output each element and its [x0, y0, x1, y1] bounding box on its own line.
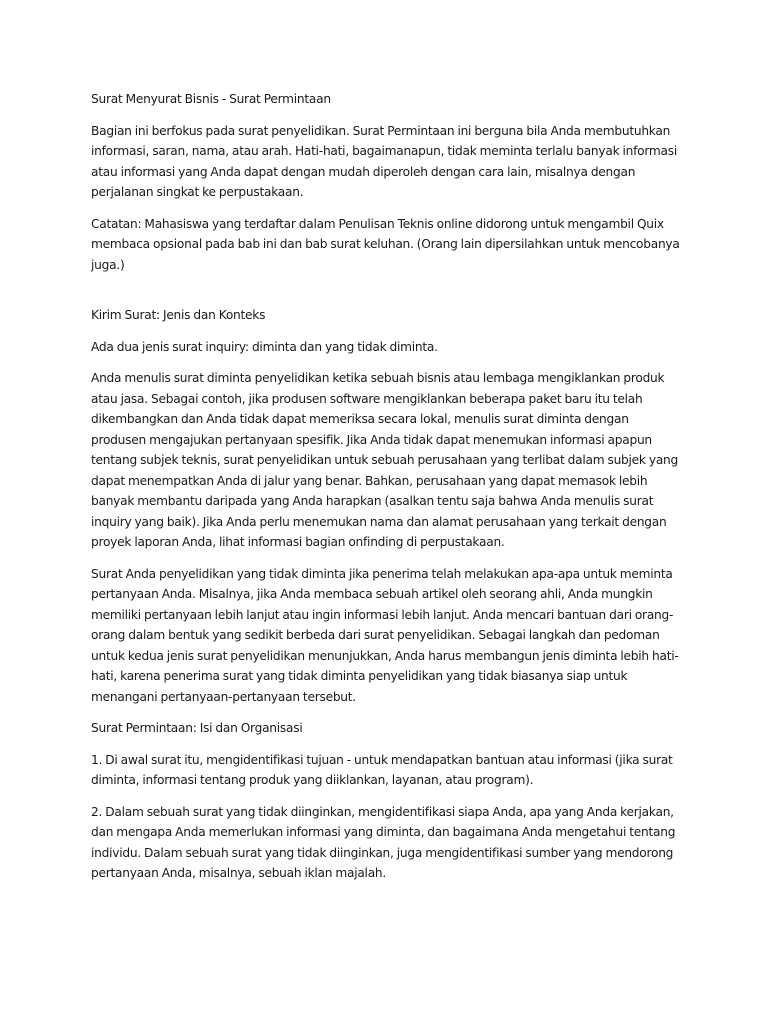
list-item-2: 2. Dalam sebuah surat yang tidak diinginkan, mengidentifikasi siapa Anda, apa yang Anda kerjakan, dan mengapa Anda memerlukan informasi yang diminta, dan bagaimana Anda mengetahui tentang individu. Dalam sebuah surat yang tidak diinginkan, juga mengidentifikasi sumber yang mendorong pertanyaan Anda, misalnya, sebuah iklan majalah. [91, 804, 676, 880]
section-heading-jenis-konteks: Kirim Surat: Jenis dan Konteks [91, 308, 266, 322]
note-paragraph: Catatan: Mahasiswa yang terdaftar dalam Penulisan Teknis online didorong untuk mengambil Quix membaca opsional pada bab ini dan bab surat keluhan. (Orang lain dipersilahkan untuk mencobanya juga.) [91, 216, 680, 272]
unsolicited-inquiry-paragraph: Surat Anda penyelidikan yang tidak diminta jika penerima telah melakukan apa-apa untuk meminta pertanyaan Anda. Misalnya, jika Anda membaca sebuah artikel oleh seorang ahli, Anda mungkin memiliki pertanyaan lebih lanjut atau ingin informasi lebih lanjut. Anda mencari bantuan dari orang-orang dalam bentuk yang sedikit berbeda dari surat penyelidikan. Sebagai langkah dan pedoman untuk kedua jenis surat penyelidikan menunjukkan, Anda harus membangun jenis diminta lebih hati-hati, karena penerima surat yang tidak diminta penyelidikan yang tidak biasanya siap untuk menangani pertanyaan-pertanyaan tersebut. [91, 566, 679, 704]
section-heading-isi-organisasi: Surat Permintaan: Isi dan Organisasi [91, 721, 303, 735]
section-lead-paragraph: Ada dua jenis surat inquiry: diminta dan yang tidak diminta. [91, 339, 438, 354]
list-item-1: 1. Di awal surat itu, mengidentifikasi tujuan - untuk mendapatkan bantuan atau informasi (jika surat diminta, informasi tentang produk yang diiklankan, layanan, atau program). [91, 752, 673, 787]
document-title: Surat Menyurat Bisnis - Surat Permintaan [91, 92, 331, 106]
solicited-inquiry-paragraph: Anda menulis surat diminta penyelidikan ketika sebuah bisnis atau lembaga mengiklankan produk atau jasa. Sebagai contoh, jika produsen software mengiklankan beberapa paket baru itu telah dikembangkan dan Anda tidak dapat memeriksa secara lokal, menulis surat diminta dengan produsen mengajukan pertanyaan spesifik. Jika Anda tidak dapat menemukan informasi apapun tentang subjek teknis, surat penyelidikan untuk sebuah perusahaan yang terlibat dalam subjek yang dapat menempatkan Anda di jalur yang benar. Bahkan, perusahaan yang dapat memasok lebih banyak membantu daripada yang Anda harapkan (asalkan tentu saja bahwa Anda menulis surat inquiry yang baik). Jika Anda perlu menemukan nama dan alamat perusahaan yang terkait dengan proyek laporan Anda, lihat informasi bagian onfinding di perpustakaan. [91, 371, 678, 549]
intro-paragraph: Bagian ini berfokus pada surat penyelidikan. Surat Permintaan ini berguna bila Anda membutuhkan informasi, saran, nama, atau arah. Hati-hati, bagaimanapun, tidak meminta terlalu banyak informasi atau informasi yang Anda dapat dengan mudah diperoleh dengan cara lain, misalnya dengan perjalanan singkat ke perpustakaan. [91, 123, 677, 199]
document-body [91, 89, 681, 895]
